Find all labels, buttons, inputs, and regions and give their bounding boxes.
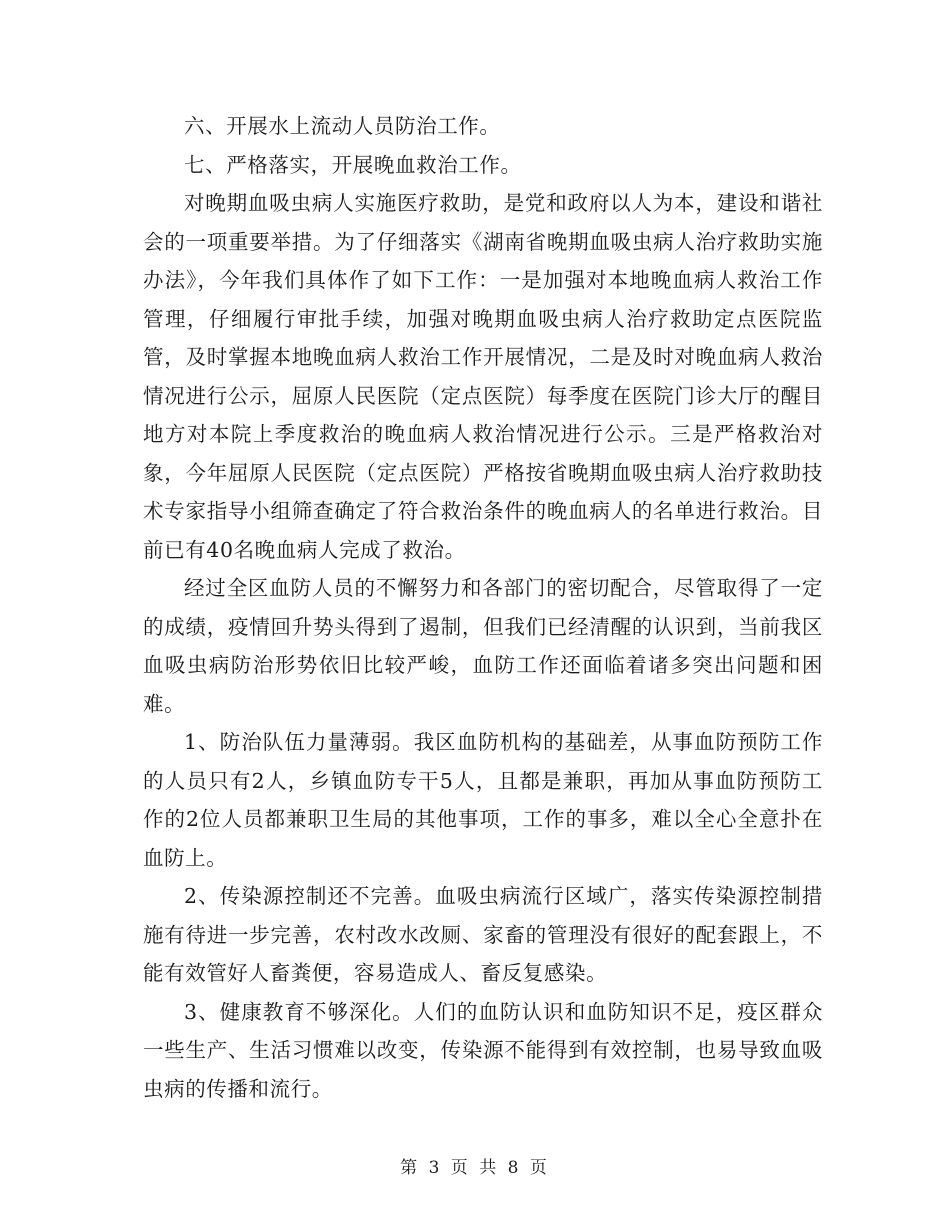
paragraph-treatment-aid: 对晚期血吸虫病人实施医疗救助，是党和政府以人为本，建设和谐社会的一项重要举措。为了仔细落实《湖南省晚期血吸虫病人治疗救助实施办法》，今年我们具体作了如下工作：一是加强对本地晚血病人救治工作管理，仔细履行审批手续，加强对晚期血吸虫病人治疗救助定点医院监管，及时掌握本地晚血病人救治工作开展情况，二是及时对晚血病人救治情况进行公示，屈原人民医院（定点医院）每季度在医院门诊大厅的醒目地方对本院上季度救治的晚血病人救治情况进行公示。三是严格救治对象，今年屈原人民医院（定点医院）严格按省晚期血吸虫病人治疗救助技术专家指导小组筛查确定了符合救治条件的晚血病人的名单进行救治。目前已有40名晚血病人完成了救治。 xyxy=(143,191,823,562)
paragraph-section-six: 六、开展水上流动人员防治工作。 xyxy=(184,114,501,138)
document-body xyxy=(143,107,823,1108)
paragraph-problem-three: 3、健康教育不够深化。人们的血防认识和血防知识不足，疫区群众一些生产、生活习惯难以改变，传染源不能得到有效控制，也易导致血吸虫病的传播和流行。 xyxy=(143,999,823,1101)
paragraph-problem-one: 1、防治队伍力量薄弱。我区血防机构的基础差，从事血防预防工作的人员只有2人，乡镇血防专干5人，且都是兼职，再加从事血防预防工作的2位人员都兼职卫生局的其他事项，工作的事多，难以全心全意扑在血防上。 xyxy=(143,730,823,870)
page-number-footer: 第 3 页 共 8 页 xyxy=(400,1158,550,1178)
paragraph-problem-two: 2、传染源控制还不完善。血吸虫病流行区域广，落实传染源控制措施有待进一步完善，农村改水改厕、家畜的管理没有很好的配套跟上，不能有效管好人畜粪便，容易造成人、畜反复感染。 xyxy=(143,884,823,985)
paragraph-section-seven: 七、严格落实，开展晚血救治工作。 xyxy=(184,152,522,177)
paragraph-challenges-intro: 经过全区血防人员的不懈努力和各部门的密切配合，尽管取得了一定的成绩，疫情回升势头得到了遏制，但我们已经清醒的认识到，当前我区血吸虫病防治形势依旧比较严峻，血防工作还面临着诸多突出问题和困难。 xyxy=(143,576,823,716)
